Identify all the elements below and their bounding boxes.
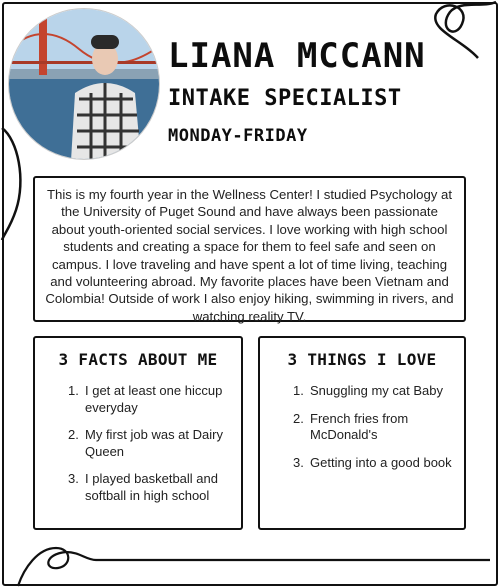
loves-card xyxy=(258,336,466,530)
facts-list xyxy=(35,383,241,504)
list-number: 1. xyxy=(68,383,79,398)
list-number: 2. xyxy=(68,427,79,442)
list-number: 1. xyxy=(293,383,304,398)
facts-card xyxy=(33,336,243,530)
list-number: 2. xyxy=(293,410,304,426)
work-schedule: MONDAY-FRIDAY xyxy=(168,126,308,146)
list-text: I played basketball and softball in high school xyxy=(85,471,218,503)
profile-photo xyxy=(8,8,160,160)
job-title: INTAKE SPECIALIST xyxy=(168,86,402,111)
list-item xyxy=(35,427,241,460)
list-text: Getting into a good book xyxy=(310,454,452,470)
bio-box xyxy=(33,176,466,322)
list-item xyxy=(35,471,241,504)
person-name: LIANA MCCANN xyxy=(168,36,426,76)
list-item xyxy=(260,455,464,472)
loves-list xyxy=(260,383,464,471)
list-text: French fries from McDonald's xyxy=(310,410,409,442)
list-text: I get at least one hiccup everyday xyxy=(85,383,223,415)
list-item xyxy=(260,383,464,400)
facts-heading: 3 FACTS ABOUT ME xyxy=(58,350,218,369)
loves-heading: 3 THINGS I LOVE xyxy=(287,350,437,369)
list-number: 3. xyxy=(293,454,304,470)
list-text: My first job was at Dairy Queen xyxy=(85,427,223,459)
list-item xyxy=(35,383,241,416)
list-item xyxy=(260,411,464,444)
list-text: Snuggling my cat Baby xyxy=(310,383,443,398)
list-number: 3. xyxy=(68,471,79,486)
bio-text: This is my fourth year in the Wellness Center! I studied Psychology at the University of Puget Sound and have always been passionate about youth-oriented social services. I love working with high school students and creating a space for them to feel safe and seen on campus. I love traveling and have spent a lot of time living, teaching and volunteering abroad. My favorite places have been Vietnam and Colombia! Outside of work I also enjoy hiking, swimming in rivers, and watching reality TV. xyxy=(45,187,454,324)
